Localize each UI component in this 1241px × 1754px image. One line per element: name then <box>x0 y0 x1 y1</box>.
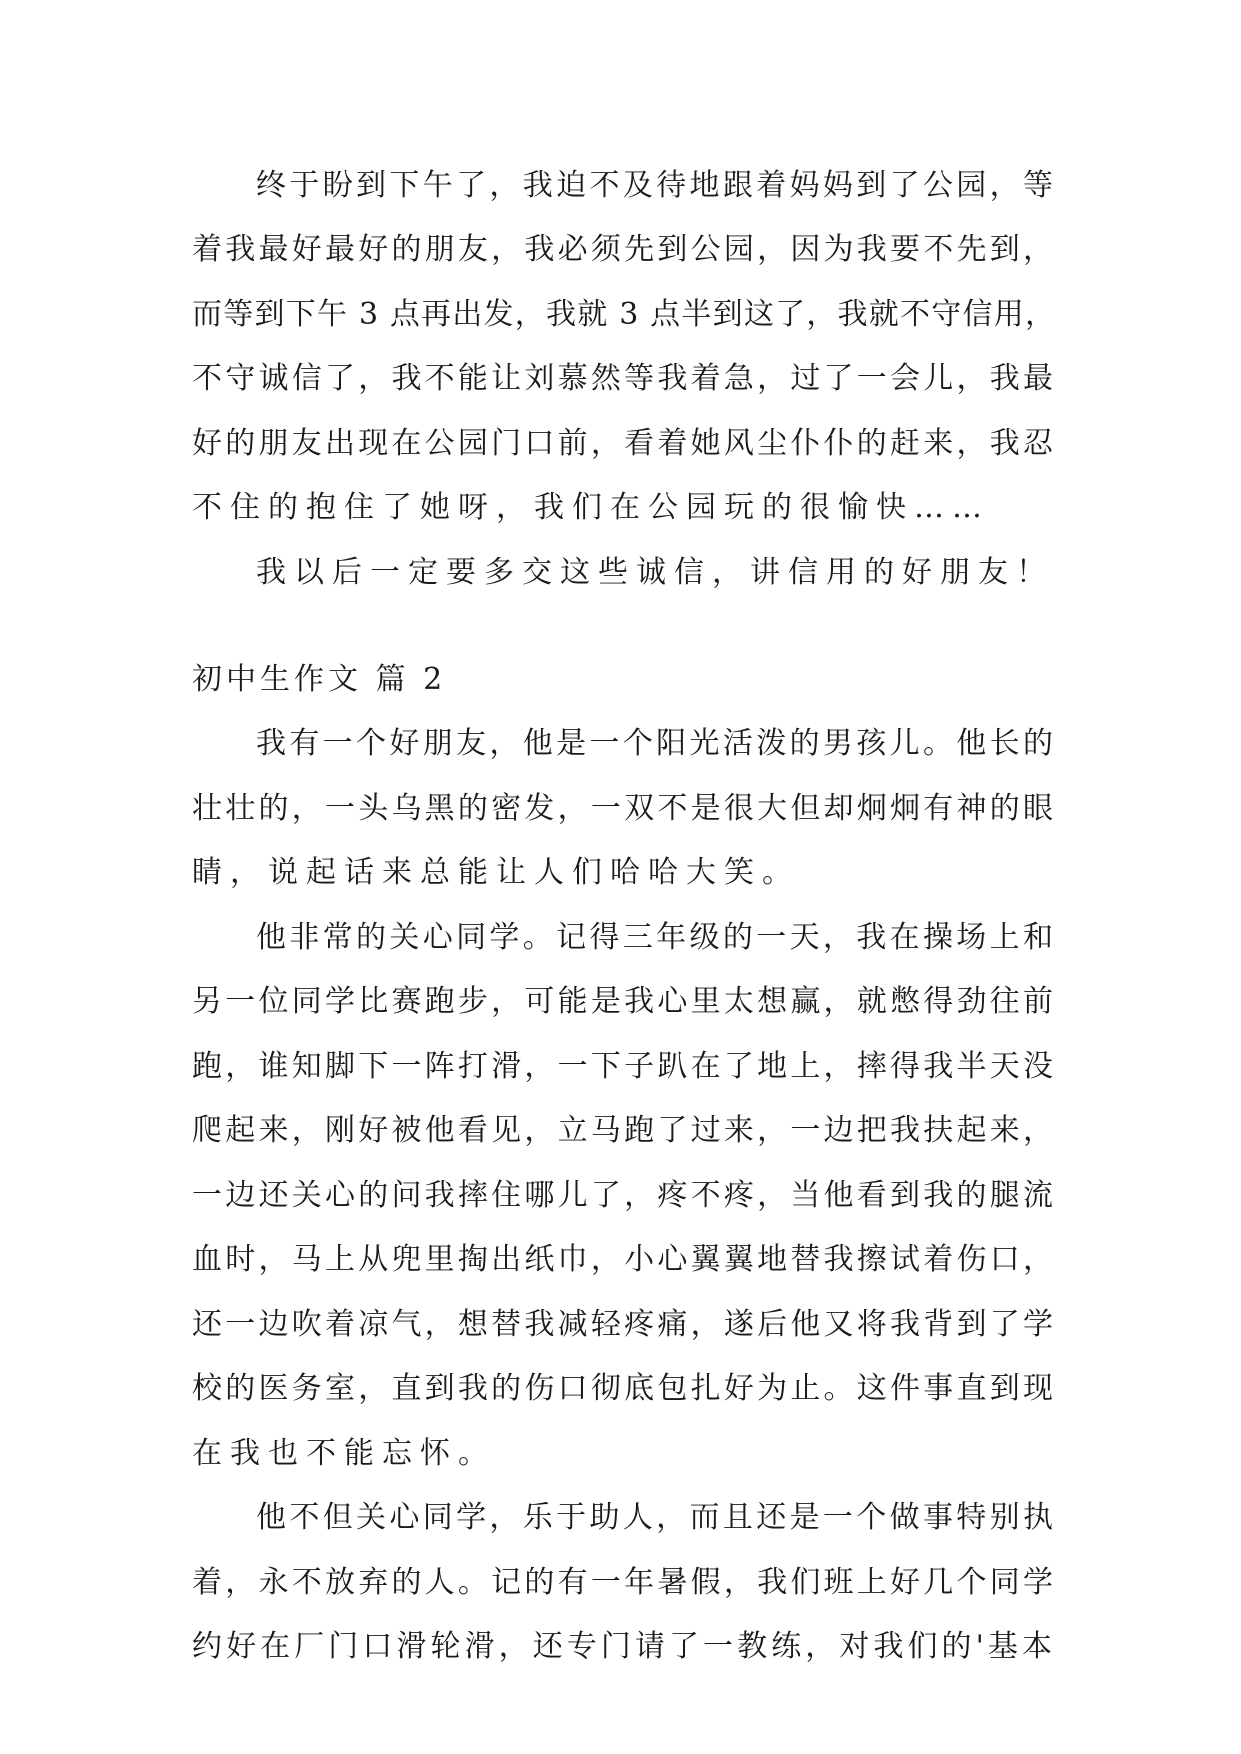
text-line: 他非常的关心同学。记得三年级的一天，我在操场上和 <box>256 920 1056 955</box>
text-line: 而等到下午 3 点再出发，我就 3 点半到这了，我就不守信用， <box>192 297 1056 332</box>
text-line: 一边还关心的问我摔住哪儿了，疼不疼，当他看到我的腿流 <box>192 1178 1056 1213</box>
text-line: 不住的抱住了她呀，我们在公园玩的很愉快…… <box>192 490 990 525</box>
text-line: 在我也不能忘怀。 <box>192 1436 496 1471</box>
text-line: 校的医务室，直到我的伤口彻底包扎好为止。这件事直到现 <box>192 1371 1056 1406</box>
text-line: 着，永不放弃的人。记的有一年暑假，我们班上好几个同学 <box>192 1565 1056 1600</box>
text-line: 另一位同学比赛跑步，可能是我心里太想赢，就憋得劲往前 <box>192 984 1056 1019</box>
text-line: 他不但关心同学，乐于助人，而且还是一个做事特别执 <box>256 1500 1056 1535</box>
text-line: 我以后一定要多交这些诚信，讲信用的好朋友！ <box>256 555 1054 590</box>
text-line: 着我最好最好的朋友，我必须先到公园，因为我要不先到， <box>192 232 1056 267</box>
text-line: 睛，说起话来总能让人们哈哈大笑。 <box>192 855 800 890</box>
text-line: 壮壮的，一头乌黑的密发，一双不是很大但却炯炯有神的眼 <box>192 791 1056 826</box>
text-line: 约好在厂门口滑轮滑，还专门请了一教练，对我们的'基本 <box>192 1629 1056 1664</box>
text-line: 跑，谁知脚下一阵打滑，一下子趴在了地上，摔得我半天没 <box>192 1049 1056 1084</box>
text-line: 终于盼到下午了，我迫不及待地跟着妈妈到了公园，等 <box>256 168 1056 203</box>
text-line: 还一边吹着凉气，想替我减轻疼痛，遂后他又将我背到了学 <box>192 1307 1056 1342</box>
text-line: 血时，马上从兜里掏出纸巾，小心翼翼地替我擦试着伤口， <box>192 1242 1056 1277</box>
text-line: 不守诚信了，我不能让刘慕然等我着急，过了一会儿，我最 <box>192 361 1056 396</box>
section-heading: 初中生作文 篇 2 <box>192 662 447 697</box>
text-line: 好的朋友出现在公园门口前，看着她风尘仆仆的赶来，我忍 <box>192 426 1056 461</box>
text-line: 我有一个好朋友，他是一个阳光活泼的男孩儿。他长的 <box>256 726 1056 761</box>
text-line: 爬起来，刚好被他看见，立马跑了过来，一边把我扶起来， <box>192 1113 1056 1148</box>
